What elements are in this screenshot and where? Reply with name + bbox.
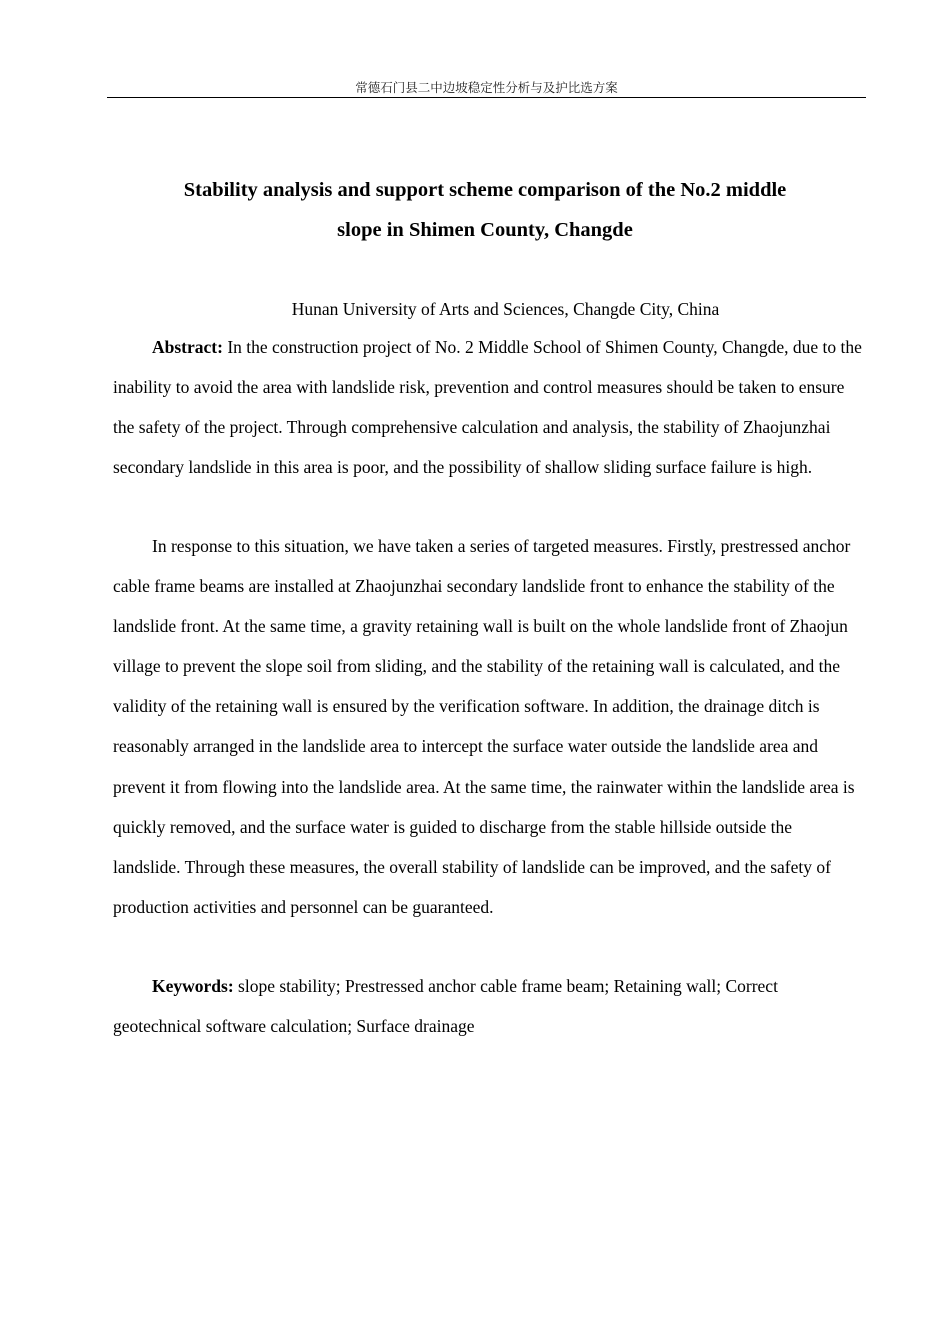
paper-title-line-1: Stability analysis and support scheme comparison of the No.2 middle (183, 179, 787, 201)
paper-title (150, 170, 820, 250)
keywords-label: Keywords: (152, 976, 234, 996)
running-header (107, 79, 866, 98)
running-header-title: 常德石门县二中边坡稳定性分析与及护比选方案 (355, 80, 618, 95)
author-affiliation: Hunan University of Arts and Sciences, Changde City, China (291, 299, 720, 319)
abstract-paragraph (113, 327, 863, 487)
abstract-section (113, 327, 863, 487)
paper-title-line-2: slope in Shimen County, Changde (337, 219, 633, 241)
keywords-section (113, 966, 863, 1046)
keywords-text: slope stability; Prestressed anchor cable frame beam; Retaining wall; Correct geotechnical software calculation; Surface drainage (113, 976, 778, 1037)
keywords-paragraph (113, 966, 863, 1046)
measures-paragraph: In response to this situation, we have taken a series of targeted measures. Firstly, prestressed anchor cable frame beams are installed at Zhaojunzhai secondary landslide front to enhance the stability of the landslide front. At the same time, a gravity retaining wall is built on the whole landslide front of Zhaojun village to prevent the slope soil from sliding, and the stability of the retaining wall is calculated, and the validity of the retaining wall is ensured by the verification software. In addition, the drainage ditch is reasonably arranged in the landslide area to intercept the surface water outside the landslide area and prevent it from flowing into the landslide area. At the same time, the rainwater within the landslide area is quickly removed, and the surface water is guided to discharge from the stable hillside outside the landslide. Through these measures, the overall stability of landslide can be improved, and the safety of production activities and personnel can be guaranteed. (113, 536, 855, 917)
measures-section (113, 526, 863, 927)
abstract-text: In the construction project of No. 2 Middle School of Shimen County, Changde, due to the inability to avoid the area with landslide risk, prevention and control measures should be taken to ensure the safety of the project. Through comprehensive calculation and analysis, the stability of Zhaojunzhai secondary landslide in this area is poor, and the possibility of shallow sliding surface failure is high. (113, 337, 862, 478)
abstract-label: Abstract: (152, 337, 223, 357)
